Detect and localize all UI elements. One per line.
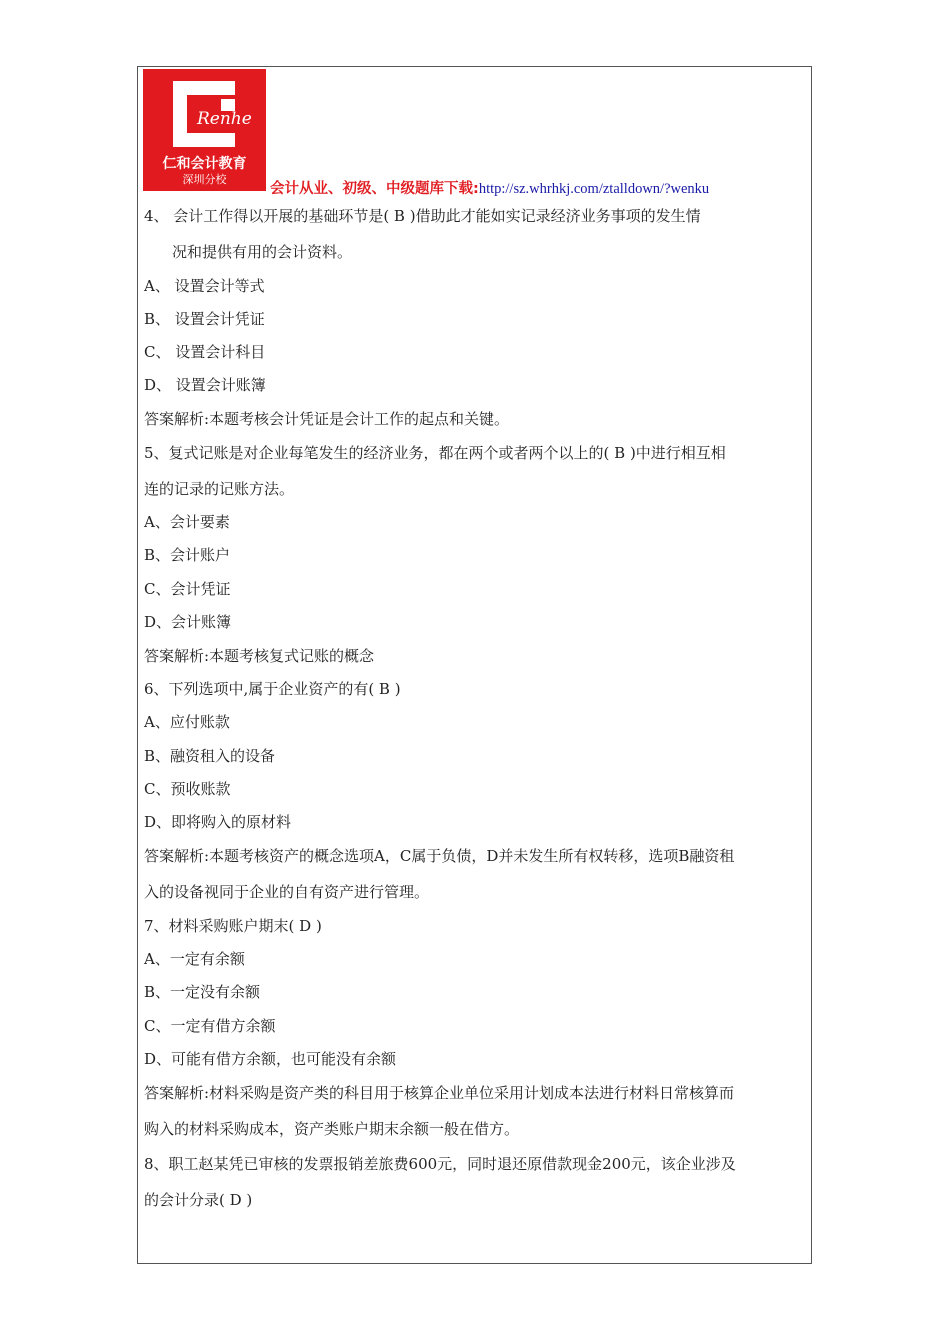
question-8-stem: 8、职工赵某凭已审核的发票报销差旅费600元，同时退还原借款现金200元，该企业涉及: [144, 1155, 736, 1173]
question-4-stem-cont: 况和提供有用的会计资料。: [172, 243, 353, 261]
logo-brand: Renhe: [197, 109, 252, 129]
question-7-stem: 7、材料采购账户期末( D ): [144, 917, 322, 935]
logo-name: 仁和会计教育: [162, 156, 247, 172]
logo-branch: 深圳分校: [182, 173, 227, 186]
q4-option-d: D、 设置会计账簿: [144, 376, 266, 394]
q6-option-a: A、应付账款: [144, 713, 230, 731]
q6-answer-explanation: 答案解析:本题考核资产的概念选项A，C属于负债，D并未发生所有权转移，选项B融资租: [144, 847, 735, 865]
q6-option-c: C、预收账款: [144, 780, 231, 798]
q4-answer-explanation: 答案解析:本题考核会计凭证是会计工作的起点和关键。: [144, 410, 510, 428]
download-label: 会计从业、初级、中级题库下载:: [270, 181, 479, 197]
q5-option-b: B、会计账户: [144, 546, 231, 564]
q4-option-c: C、 设置会计科目: [144, 343, 266, 361]
question-5-stem-cont: 连的记录的记账方法。: [144, 480, 295, 498]
q7-option-a: A、一定有余额: [144, 950, 245, 968]
question-4-stem: 4、 会计工作得以开展的基础环节是( B )借助此才能如实记录经济业务事项的发生情: [144, 207, 701, 225]
q5-option-a: A、会计要素: [144, 513, 230, 531]
q5-answer-explanation: 答案解析:本题考核复式记账的概念: [144, 647, 375, 665]
download-link[interactable]: http://sz.whrhkj.com/ztalldown/?wenku: [478, 181, 710, 197]
question-8-stem-cont: 的会计分录( D ): [144, 1191, 253, 1209]
download-line: [270, 177, 709, 198]
question-5-stem: 5、复式记账是对企业每笔发生的经济业务，都在两个或者两个以上的( B )中进行相互相: [144, 444, 726, 462]
q7-option-d: D、可能有借方余额，也可能没有余额: [144, 1050, 397, 1068]
q4-option-a: A、 设置会计等式: [144, 277, 265, 295]
q7-answer-explanation: 答案解析:材料采购是资产类的科目用于核算企业单位采用计划成本法进行材料日常核算而: [144, 1084, 735, 1102]
q7-option-b: B、一定没有余额: [144, 983, 261, 1001]
q5-option-d: D、会计账簿: [144, 613, 232, 631]
q6-option-b: B、融资租入的设备: [144, 747, 276, 765]
q6-answer-explanation-cont: 入的设备视同于企业的自有资产进行管理。: [144, 883, 430, 901]
q5-option-c: C、会计凭证: [144, 580, 231, 598]
q6-option-d: D、即将购入的原材料: [144, 813, 292, 831]
question-6-stem: 6、下列选项中,属于企业资产的有( B ): [144, 680, 401, 698]
q4-option-b: B、 设置会计凭证: [144, 310, 265, 328]
q7-answer-explanation-cont: 购入的材料采购成本，资产类账户期末余额一般在借方。: [144, 1120, 520, 1138]
renhe-logo: [143, 69, 266, 191]
q7-option-c: C、一定有借方余额: [144, 1017, 276, 1035]
